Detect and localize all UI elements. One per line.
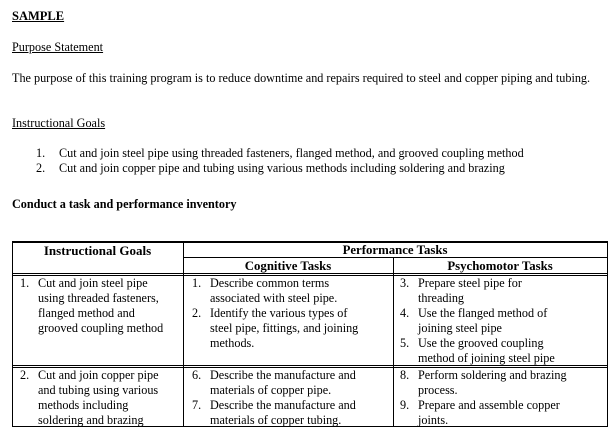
goal-cell-item xyxy=(20,276,163,336)
item-line: using threaded fasteners, xyxy=(38,291,159,305)
item-number: 4. xyxy=(400,306,410,320)
item-line: steel pipe, fittings, and joining xyxy=(210,321,359,335)
item-line: and tubing using various xyxy=(38,383,159,397)
item-line: flanged method and xyxy=(38,306,135,320)
item-number: 6. xyxy=(192,368,202,382)
purpose-text: The purpose of this training program is to reduce downtime and repairs required to steel and copper piping and tubing. xyxy=(12,71,591,85)
item-line: method of joining steel pipe xyxy=(418,351,555,365)
col-header-psychomotor: Psychomotor Tasks xyxy=(447,259,553,273)
item-line: Perform soldering and brazing xyxy=(418,368,567,382)
table-border-right xyxy=(607,241,608,427)
goal-number: 2. xyxy=(36,161,46,175)
header-performance-tasks: Performance Tasks xyxy=(342,243,448,257)
item-line: Describe the manufacture and xyxy=(210,398,356,412)
item-line: materials of copper pipe. xyxy=(210,383,332,397)
table-border-left xyxy=(12,241,13,427)
item-line: Use the flanged method of xyxy=(418,306,548,320)
item-line: Identify the various types of xyxy=(210,306,348,320)
table-row-goal xyxy=(20,368,159,428)
item-line: Prepare steel pipe for xyxy=(418,276,522,290)
item-line: Describe common terms xyxy=(210,276,330,290)
item-line: joints. xyxy=(418,413,449,427)
item-line: Use the grooved coupling xyxy=(418,336,544,350)
goal-item xyxy=(12,161,524,176)
item-line: methods including xyxy=(38,398,129,412)
item-number: 3. xyxy=(400,276,410,290)
table-row-psychomotor xyxy=(400,276,555,366)
cognitive-task-item xyxy=(192,276,358,306)
goals-list xyxy=(12,146,524,176)
item-number: 9. xyxy=(400,398,410,412)
col-header-cognitive: Cognitive Tasks xyxy=(244,259,332,273)
psychomotor-task-item xyxy=(400,306,555,336)
table-col-divider-2 xyxy=(393,257,394,427)
item-number: 2. xyxy=(192,306,202,320)
item-number: 1. xyxy=(20,276,30,290)
goal-text: Cut and join steel pipe using threaded fasteners, flanged method, and grooved coupling method xyxy=(59,146,524,160)
item-line: Describe the manufacture and xyxy=(210,368,356,382)
item-line: joining steel pipe xyxy=(418,321,502,335)
psychomotor-task-item xyxy=(400,336,555,366)
item-line: associated with steel pipe. xyxy=(210,291,338,305)
psychomotor-task-item xyxy=(400,276,555,306)
goals-heading: Instructional Goals xyxy=(12,116,106,130)
item-number: 8. xyxy=(400,368,410,382)
item-line: grooved coupling method xyxy=(38,321,164,335)
cognitive-task-item xyxy=(192,306,358,351)
item-number: 1. xyxy=(192,276,202,290)
table-row-cognitive xyxy=(192,368,356,428)
goal-cell-item xyxy=(20,368,159,428)
item-line: threading xyxy=(418,291,465,305)
purpose-heading: Purpose Statement xyxy=(12,40,104,54)
item-line: Cut and join copper pipe xyxy=(38,368,159,382)
goal-number: 1. xyxy=(36,146,46,160)
cognitive-task-item xyxy=(192,368,356,398)
item-line: soldering and brazing xyxy=(38,413,144,427)
item-number: 2. xyxy=(20,368,30,382)
psychomotor-task-item xyxy=(400,368,567,398)
col-header-goals: Instructional Goals xyxy=(43,243,152,258)
item-line: process. xyxy=(418,383,458,397)
table-row-goal xyxy=(20,276,163,336)
psychomotor-task-item xyxy=(400,398,567,428)
table-row-psychomotor xyxy=(400,368,567,428)
document-title: SAMPLE xyxy=(12,9,65,23)
goal-text: Cut and join copper pipe and tubing using various methods including soldering and brazing xyxy=(59,161,505,175)
task-inventory-table xyxy=(12,241,608,427)
item-number: 5. xyxy=(400,336,410,350)
item-line: materials of copper tubing. xyxy=(210,413,342,427)
item-line: Cut and join steel pipe xyxy=(38,276,148,290)
item-line: methods. xyxy=(210,336,255,350)
cognitive-task-item xyxy=(192,398,356,428)
item-line: Prepare and assemble copper xyxy=(418,398,560,412)
inventory-heading: Conduct a task and performance inventory xyxy=(12,197,237,211)
goal-item xyxy=(12,146,524,161)
item-number: 7. xyxy=(192,398,202,412)
table-row-cognitive xyxy=(192,276,358,351)
